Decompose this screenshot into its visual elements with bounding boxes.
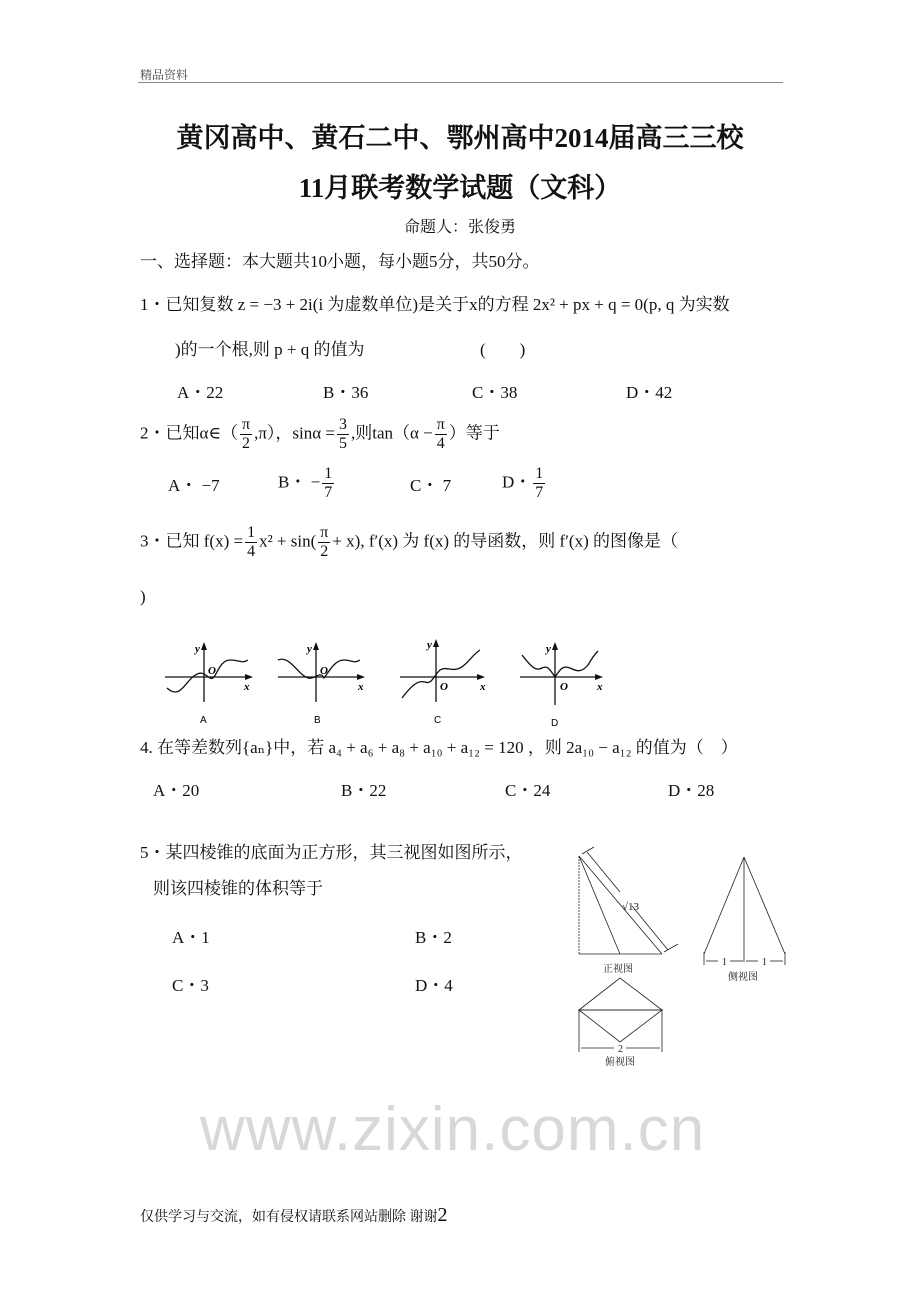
q2-mid2: ,则tan（α −: [351, 423, 433, 443]
q3-graphs: [150, 630, 620, 730]
q2-option-b: [278, 465, 336, 502]
q3-frac-1: [245, 524, 257, 561]
q5-three-views: [560, 840, 800, 1070]
title-line-2: 11月联考数学试题（文科）: [298, 173, 622, 203]
front-view-caption: 正视图: [603, 964, 633, 975]
front-length-label: √13: [622, 901, 640, 913]
graph-d: [520, 645, 600, 705]
numerator: π: [436, 416, 445, 433]
denominator: 4: [247, 543, 256, 560]
q5-line1: 5・某四棱锥的底面为正方形，其三视图如图所示，: [140, 843, 523, 862]
q2-stem: [140, 416, 500, 453]
q4-option-b: B・22: [341, 781, 387, 800]
watermark: www.zixin.com.cn: [200, 1095, 706, 1164]
top-view: [579, 978, 662, 1052]
q5-option-b: B・2: [415, 928, 452, 947]
q1-line2: )的一个根,则 p + q 的值为: [175, 340, 365, 359]
graph-c-x-label: x: [480, 681, 486, 693]
graph-c: [400, 642, 482, 702]
q4-stem: 4. 在等差数列{aₙ}中，若 a₄ + a₆ + a₈ + a₁₀ + a₁₂ = 120 ，则 2a₁₀ − a₁₂ 的值为（ ）: [140, 738, 738, 757]
side-view-caption: 侧视图: [728, 972, 758, 983]
q2-option-a: A・ −7: [168, 476, 220, 495]
graph-a-origin: O: [208, 665, 216, 677]
header-label: 精品资料: [140, 68, 189, 82]
graph-d-caption: D: [551, 718, 559, 729]
q2-frac-3: [435, 416, 447, 453]
graph-a-y-label: y: [195, 643, 200, 655]
q5-option-a: A・1: [172, 928, 210, 947]
graph-a-caption: A: [200, 715, 207, 726]
footer-text: 仅供学习与交流，如有侵权请联系网站删除 谢谢: [140, 1210, 438, 1225]
graph-c-origin: O: [440, 681, 448, 693]
q1-line1: 1・已知复数 z = −3 + 2i(i 为虚数单位)是关于x的方程 2x² + px + q = 0(p, q 为实数: [140, 295, 730, 314]
q2-option-d: [502, 465, 547, 502]
denominator: 5: [339, 435, 347, 452]
q2-post: ）等于: [448, 423, 500, 443]
q2-mid1: ,π），sinα =: [254, 423, 335, 443]
q5-line2: 则该四棱锥的体积等于: [153, 879, 323, 898]
q3-pre: 3・已知 f(x) =: [140, 531, 244, 551]
graph-b-caption: B: [314, 715, 321, 726]
author: 命题人：张俊勇: [403, 219, 516, 236]
denominator: 4: [436, 435, 445, 452]
side-dim-left: 1: [722, 957, 727, 968]
q3-frac-2: [318, 524, 330, 561]
denominator: 7: [324, 484, 333, 501]
graph-b-y-label: y: [307, 643, 312, 655]
q2-frac-1: [240, 416, 252, 453]
numerator: π: [320, 524, 329, 541]
side-view: [704, 857, 785, 965]
q4-option-c: C・24: [505, 781, 551, 800]
footer: [140, 1204, 448, 1227]
graph-c-caption: C: [434, 715, 442, 726]
q5-option-c: C・3: [172, 976, 209, 995]
q3-line2: ): [140, 587, 146, 606]
q2-pre: 2・已知α∈（: [140, 423, 238, 443]
q2-option-c: C・ 7: [410, 476, 452, 495]
denominator: 7: [535, 484, 544, 501]
numerator: π: [242, 416, 251, 433]
option-label: D・: [502, 472, 532, 492]
denominator: 2: [242, 435, 251, 452]
section-heading: 一、选择题：本大题共10小题，每小题5分，共50分。: [140, 252, 540, 271]
q1-option-c: C・38: [472, 383, 518, 402]
q4-option-a: A・20: [153, 781, 200, 800]
q5-option-d: D・4: [415, 976, 453, 995]
top-view-caption: 俯视图: [605, 1057, 635, 1068]
graph-c-y-label: y: [427, 639, 432, 651]
graph-d-x-label: x: [597, 681, 603, 693]
q3-post: + x), f′(x) 为 f(x) 的导函数，则 f′(x) 的图像是（: [332, 531, 678, 551]
q2-option-d-frac: [533, 465, 545, 502]
page-number: 2: [437, 1204, 448, 1226]
top-dim-label: 2: [618, 1044, 623, 1055]
denominator: 2: [320, 543, 329, 560]
header-rule: [138, 82, 783, 83]
graph-d-origin: O: [560, 681, 568, 693]
numerator: 1: [247, 524, 256, 541]
q2-option-b-frac: [322, 465, 334, 502]
side-dim-right: 1: [762, 957, 767, 968]
graph-b-x-label: x: [358, 681, 364, 693]
graph-a-x-label: x: [244, 681, 250, 693]
q1-option-a: A・22: [177, 383, 224, 402]
q2-frac-2: [337, 416, 349, 453]
graph-b-origin: O: [320, 665, 328, 677]
numerator: 1: [535, 465, 544, 482]
q3-mid1: x² + sin(: [259, 531, 317, 551]
numerator: 3: [339, 416, 347, 433]
q1-option-b: B・36: [323, 383, 369, 402]
q3-stem: [140, 524, 678, 561]
q4-option-d: D・28: [668, 781, 715, 800]
numerator: 1: [324, 465, 333, 482]
q1-option-d: D・42: [626, 383, 673, 402]
q1-blank: ( ): [480, 340, 526, 359]
graph-d-y-label: y: [546, 643, 551, 655]
title-line-1: 黄冈高中、黄石二中、鄂州高中2014届高三三校: [176, 123, 744, 153]
option-label: B・ −: [278, 472, 321, 492]
